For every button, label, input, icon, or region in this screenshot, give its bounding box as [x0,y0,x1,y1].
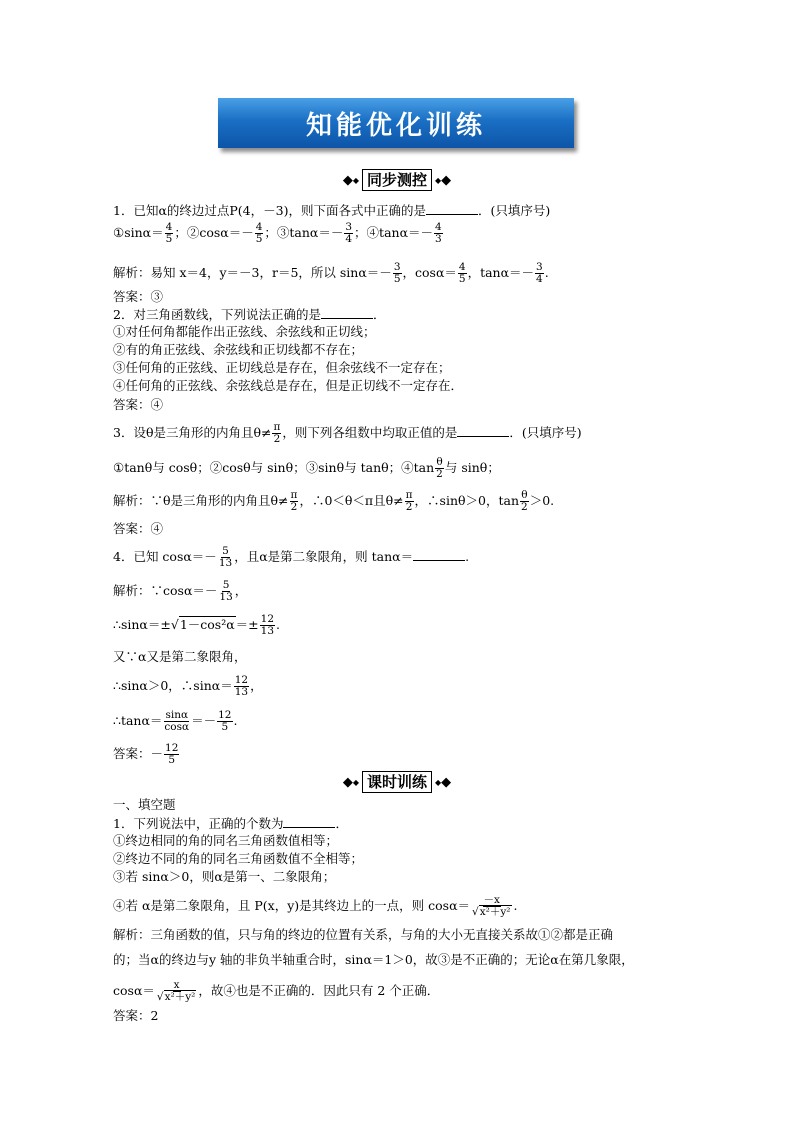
fraction: $\frac{12}{5}$ [218,709,232,733]
answer-blank [426,202,478,215]
fraction: $\frac{\pi}{2}$ [290,489,298,513]
fraction: $\frac{x}{\text{√x²＋y²}}$ [156,979,196,1003]
q3-answer: 答案：④ [113,521,164,536]
diamond-icon: ◆ [441,774,452,790]
fraction: $\frac{\pi}{2}$ [405,489,413,513]
q4-solution-2: ∴sinα＝±√1－cos²α＝± $\frac{12}{13}$ . [113,613,281,637]
q2-option-4: ④任何角的正弦线、余弦线总是存在，但是正切线不一定存在． [113,378,464,393]
q2-option-2: ②有的角正弦线、余弦线和正切线都不存在； [113,342,364,357]
fraction: $\frac{\pi}{2}$ [273,421,281,445]
diamond-small-icon: ◆ [352,777,359,787]
q2-option-3: ③任何角的正弦线、正切线总是存在，但余弦线不一定存在； [113,360,451,375]
p1-option-1: ①终边相同的角的同名三角函数值相等； [113,833,339,848]
diamond-icon: ◆ [441,172,452,188]
p1-stem: 1．下列说法中，正确的个数为 ． [113,816,348,831]
q1-stem: 1．已知α的终边过点P(4，－3)，则下面各式中正确的是 ．(只填序号) [113,203,551,218]
answer-blank [321,306,373,319]
diamond-icon: ◆ [342,774,353,790]
fraction: $\frac{12}{13}$ [260,613,275,637]
title-banner [218,98,574,148]
q1-solution: 解析：易知 x＝4，y＝－3，r＝5，所以 sinα＝－ $\frac{3}{5}$ ，cosα＝ $\frac{4}{5}$ ，tanα＝－ $\frac{3}{4}$ . [113,261,549,285]
diamond-small-icon: ◆ [435,175,442,185]
p1-option-4: ④若 α是第二象限角，且 P(x，y)是其终边上的一点，则 cosα＝ $\frac{-x}{\text{√x²＋y²}}$ . [113,894,518,918]
q3-stem: 3．设θ是三角形的内角且θ≠ $\frac{\pi}{2}$ ，则下列各组数中均取正值的是 ．(只填序号) [113,421,582,445]
q4-solution-1: 解析：∵cosα＝－ $\frac{5}{13}$ ， [113,579,248,603]
q2-answer: 答案：④ [113,397,164,412]
fraction: $\frac{12}{5}$ [165,742,179,766]
diamond-small-icon: ◆ [352,175,359,185]
fraction: $\frac{5}{13}$ [219,579,233,603]
fraction: $\frac{3}{4}$ [536,261,543,285]
answer-blank [457,424,509,437]
part-heading: 一、填空题 [113,797,176,812]
fraction: $\frac{\theta}{2}$ [521,489,528,513]
diamond-small-icon: ◆ [435,777,442,787]
q4-answer: 答案：－ $\frac{12}{5}$ [113,742,179,766]
q3-solution: 解析：∵θ是三角形的内角且θ≠ $\frac{\pi}{2}$ ，∴0＜θ＜π且θ≠ $\frac{\pi}{2}$ ，∴sinθ＞0，tan $\frac{\theta}{2}$ ＞0. [113,489,555,513]
answer-blank [413,548,465,561]
q4-solution-3: 又∵α又是第二象限角， [113,649,247,664]
section-heading-sync [0,168,794,192]
q3-options: ①tanθ与 cosθ；②cosθ与 sinθ；③sinθ与 tanθ；④tan $\frac{\theta}{2}$ 与 sinθ； [113,456,500,480]
diamond-icon: ◆ [342,172,353,188]
fraction: $\frac{4}{5}$ [165,221,173,245]
fraction: $\frac{3}{4}$ [345,221,353,245]
q4-solution-5: ∴tanα＝ $\frac{\sin\alpha}{\cos\alpha}$ ＝－ $\frac{12}{5}$ . [113,709,238,733]
p1-solution-3: cosα＝ $\frac{x}{\text{√x²＋y²}}$ ，故④也是不正确的．因此只有 2 个正确． [113,979,440,1003]
sqrt-radicand: 1－cos²α [179,617,235,632]
fraction: $\frac{\sin\alpha}{\cos\alpha}$ [164,709,190,733]
banner-title: 知能优化训练 [305,110,486,141]
q2-stem: 2．对三角函数线，下列说法正确的是 ． [113,307,386,322]
q4-stem: 4．已知 cosα＝－ $\frac{5}{13}$ ，且α是第二象限角，则 tanα＝ . [113,545,470,569]
p1-solution-1: 解析：三角函数的值，只与角的终边的位置有关系，与角的大小无直接关系故①②都是正确 [113,927,614,942]
p1-option-3: ③若 sinα＞0，则α是第一、二象限角； [113,869,336,884]
q1-answer: 答案：③ [113,289,164,304]
p1-solution-2: 的；当α的终边与y 轴的非负半轴重合时，sinα＝1＞0，故③是不正确的；无论α在第几象限， [113,952,634,967]
fraction: $\frac{\theta}{2}$ [436,456,443,480]
fraction: $\frac{3}{5}$ [393,261,401,285]
section-title: 课时训练 [362,771,432,793]
fraction: $\frac{-x}{\text{√x²＋y²}}$ [472,894,511,918]
q1-options: ①sinα＝ $\frac{4}{5}$ ；②cosα＝－ $\frac{4}{5}$ ；③tanα＝－ $\frac{3}{4}$ ；④tanα＝－ $\frac{4}{3}$ [113,221,442,245]
fraction: $\frac{5}{13}$ [218,545,233,569]
answer-blank [283,815,335,828]
fraction: $\frac{4}{5}$ [255,221,263,245]
section-heading-course [0,770,794,794]
p1-option-2: ②终边不同的角的同名三角函数值不全相等； [113,851,364,866]
fraction: $\frac{12}{13}$ [234,674,249,698]
q2-option-1: ①对任何角都能作出正弦线、余弦线和正切线； [113,324,376,339]
fraction: $\frac{4}{5}$ [458,261,466,285]
q4-solution-4: ∴sinα＞0，∴sinα＝ $\frac{12}{13}$ ， [113,674,263,698]
p1-answer: 答案：2 [113,1008,159,1023]
section-title: 同步测控 [362,169,432,191]
fraction: $\frac{4}{3}$ [435,221,442,245]
